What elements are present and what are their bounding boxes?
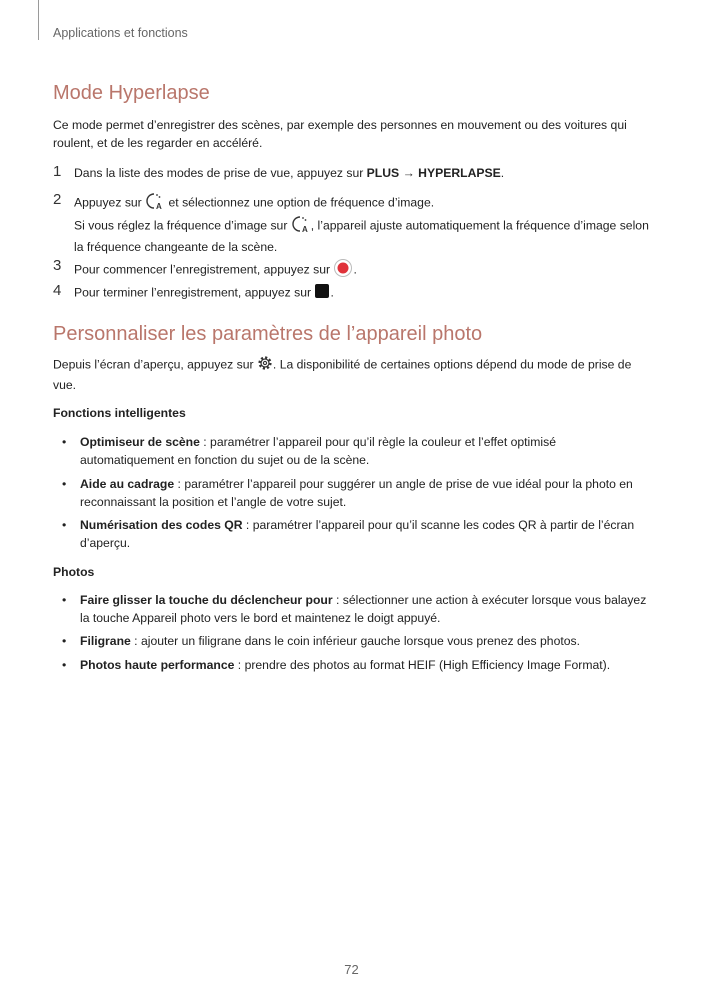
title-camera-settings: Personnaliser les paramètres de l’appareil photo <box>53 323 483 345</box>
heading-photos: Photos <box>53 565 95 579</box>
hyperlapse-intro: Ce mode permet d’enregistrer des scènes, par exemple des personnes en mouvement ou des voitures qui roulent, et de les regarder en accéléré. <box>53 118 627 150</box>
list-item: • Faire glisser la touche du déclencheur pour : sélectionner une action à exécuter lorsque vous balayez la touche Appareil photo vers le bord et maintenez le doigt appuyé. <box>62 593 647 625</box>
step-number: 2 <box>53 191 62 208</box>
title-mode-hyperlapse: Mode Hyperlapse <box>53 82 210 104</box>
list-item: • Optimiseur de scène : paramétrer l’appareil pour qu’il règle la couleur et l’effet optimisé automatiquement en fonction du sujet ou de la scène. <box>62 435 556 467</box>
step-2: 2 Appuyez sur A et sélectionnez une option de fréquence d’image. Si vous réglez la fréquence d’image sur A , l’appareil ajuste automatiquement la fréquence d’image selon la fréquence changeante de la scène. <box>53 191 649 254</box>
term: Photos haute performance <box>80 658 235 672</box>
section-header: Applications et fonctions <box>53 26 188 40</box>
svg-text:A: A <box>301 225 308 233</box>
frame-rate-auto-icon <box>291 215 311 238</box>
hyperlapse-label: HYPERLAPSE <box>418 166 501 180</box>
list-item: • Filigrane : ajouter un filigrane dans le coin inférieur gauche lorsque vous prenez des photos. <box>62 634 580 648</box>
step-1: 1 Dans la liste des modes de prise de vue, appuyez sur PLUS → HYPERLAPSE. <box>53 163 505 180</box>
gear-icon <box>257 355 273 376</box>
step-4: 4 Pour terminer l’enregistrement, appuyez sur . <box>53 283 653 304</box>
step-number: 1 <box>53 163 62 180</box>
list-item: • Numérisation des codes QR : paramétrer l’appareil pour qu’il scanne les codes QR à partir de l’écran d’aperçu. <box>62 518 635 550</box>
page-number: 72 <box>344 962 359 977</box>
plus-label: PLUS <box>366 166 400 180</box>
step-3: 3 Pour commencer l’enregistrement, appuyez sur . <box>53 258 653 283</box>
term: Numérisation des codes QR <box>80 518 243 532</box>
svg-text:A: A <box>156 202 162 210</box>
term: Aide au cadrage <box>80 477 175 491</box>
list-item: • Photos haute performance : prendre des photos au format HEIF (High Efficiency Image Format). <box>62 658 611 672</box>
step-number: 4 <box>53 282 62 299</box>
settings-intro: Depuis l’écran d’aperçu, appuyez sur . La disponibilité de certaines options dépend du mode de prise de vue. <box>53 355 653 394</box>
heading-smart-features: Fonctions intelligentes <box>53 406 186 420</box>
frame-rate-auto-icon <box>145 192 165 215</box>
record-icon <box>333 258 353 283</box>
step-number: 3 <box>53 257 62 274</box>
term: Filigrane <box>80 634 131 648</box>
list-item: • Aide au cadrage : paramétrer l’appareil pour suggérer un angle de prise de vue idéal pour la photo en reconnaissant la position et l’angle de votre sujet. <box>62 477 633 509</box>
stop-icon <box>314 283 330 304</box>
header-rule <box>38 0 39 40</box>
term: Optimiseur de scène <box>80 435 200 449</box>
term: Faire glisser la touche du déclencheur pour <box>80 593 333 607</box>
